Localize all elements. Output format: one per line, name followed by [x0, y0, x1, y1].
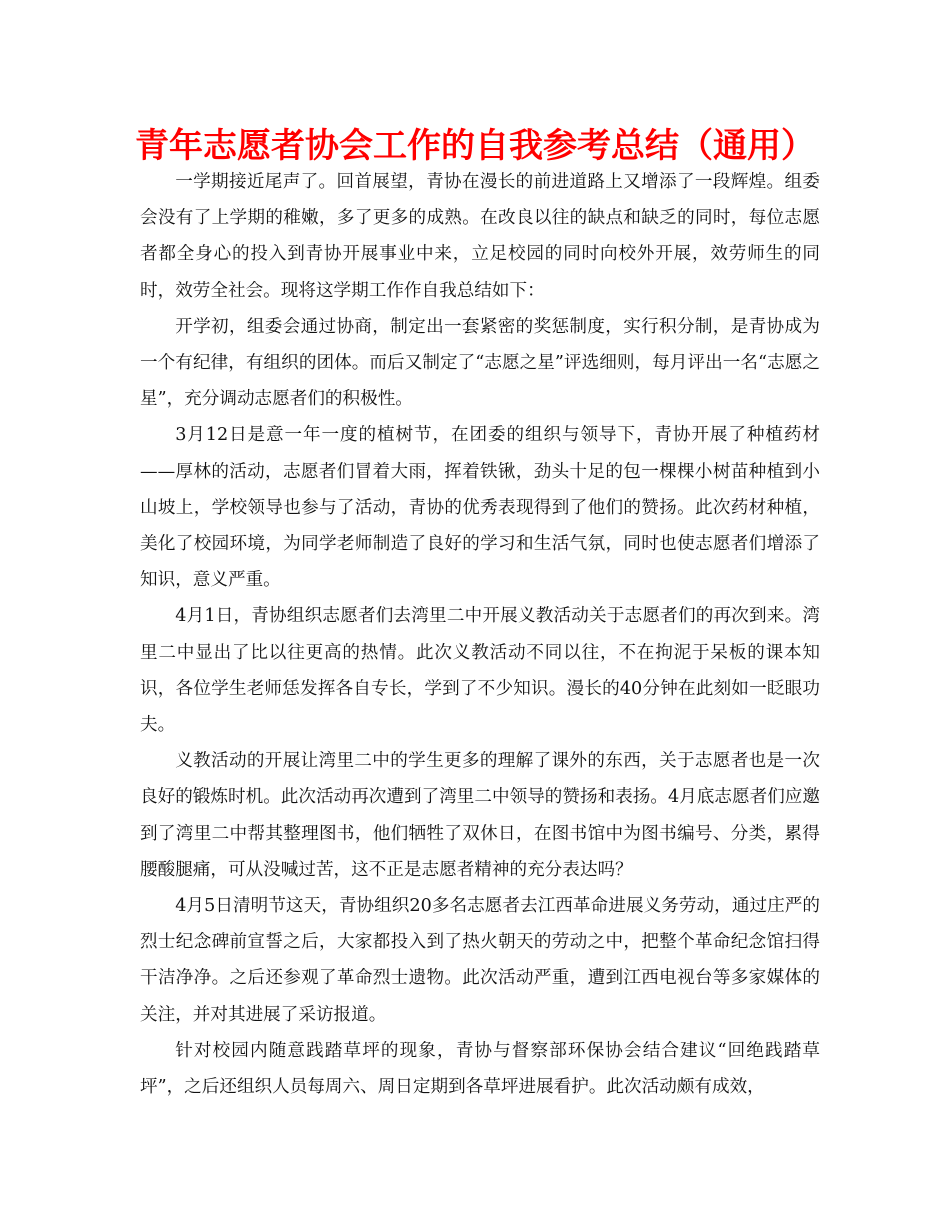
paragraph: 4月1日，青协组织志愿者们去湾里二中开展义教活动关于志愿者们的再次到来。湾里二中显出了比以往更高的热情。此次义教活动不同以往，不在拘泥于呆板的课本知识，各位学生老师恁发挥各自专长，学到了不少知识。漫长的40分钟在此刻如一眨眼功夫。: [140, 606, 820, 736]
paragraph: 义教活动的开展让湾里二中的学生更多的理解了课外的东西，关于志愿者也是一次良好的锻炼时机。此次活动再次遭到了湾里二中领导的赞扬和表扬。4月底志愿者们应邀到了湾里二中帮其整理图书，他们牺牲了双休日，在图书馆中为图书编号、分类，累得腰酸腿痛，可从没喊过苦，这不正是志愿者精神的充分表达吗？: [140, 751, 820, 880]
paragraph: 4月5日清明节这天，青协组织20多名志愿者去江西革命进展义务劳动，通过庄严的烈士纪念碑前宣誓之后，大家都投入到了热火朝天的劳动之中，把整个革命纪念馆扫得干洁净净。之后还参观了革命烈士遗物。此次活动严重，遭到江西电视台等多家媒体的关注，并对其进展了采访报道。: [140, 896, 820, 1025]
document-body: [140, 164, 820, 1105]
paragraph: 一学期接近尾声了。回首展望，青协在漫长的前进道路上又增添了一段辉煌。组委会没有了上学期的稚嫩，多了更多的成熟。在改良以往的缺点和缺乏的同时，每位志愿者都全身心的投入到青协开展事业中来，立足校园的同时向校外开展，效劳师生的同时，效劳全社会。现将这学期工作作自我总结如下：: [140, 172, 820, 301]
paragraph: 开学初，组委会通过协商，制定出一套紧密的奖惩制度，实行积分制，是青协成为一个有纪律，有组织的团体。而后又制定了“志愿之星”评选细则，每月评出一名“志愿之星”，充分调动志愿者们的积极性。: [140, 316, 820, 410]
paragraph: 针对校园内随意践踏草坪的现象，青协与督察部环保协会结合建议“回绝践踏草坪”，之后还组织人员每周六、周日定期到各草坪进展看护。此次活动颇有成效，: [140, 1040, 820, 1098]
document-title: 青年志愿者协会工作的自我参考总结（通用）: [135, 126, 815, 166]
paragraph: 3月12日是意一年一度的植树节，在团委的组织与领导下，青协开展了种植药材——厚林的活动，志愿者们冒着大雨，挥着铁锹，劲头十足的包一棵棵小树苗种植到小山坡上，学校领导也参与了活动，青协的优秀表现得到了他们的赞扬。此次药材种植，美化了校园环境，为同学老师制造了良好的学习和生活气氛，同时也使志愿者们增添了知识，意义严重。: [140, 425, 820, 591]
